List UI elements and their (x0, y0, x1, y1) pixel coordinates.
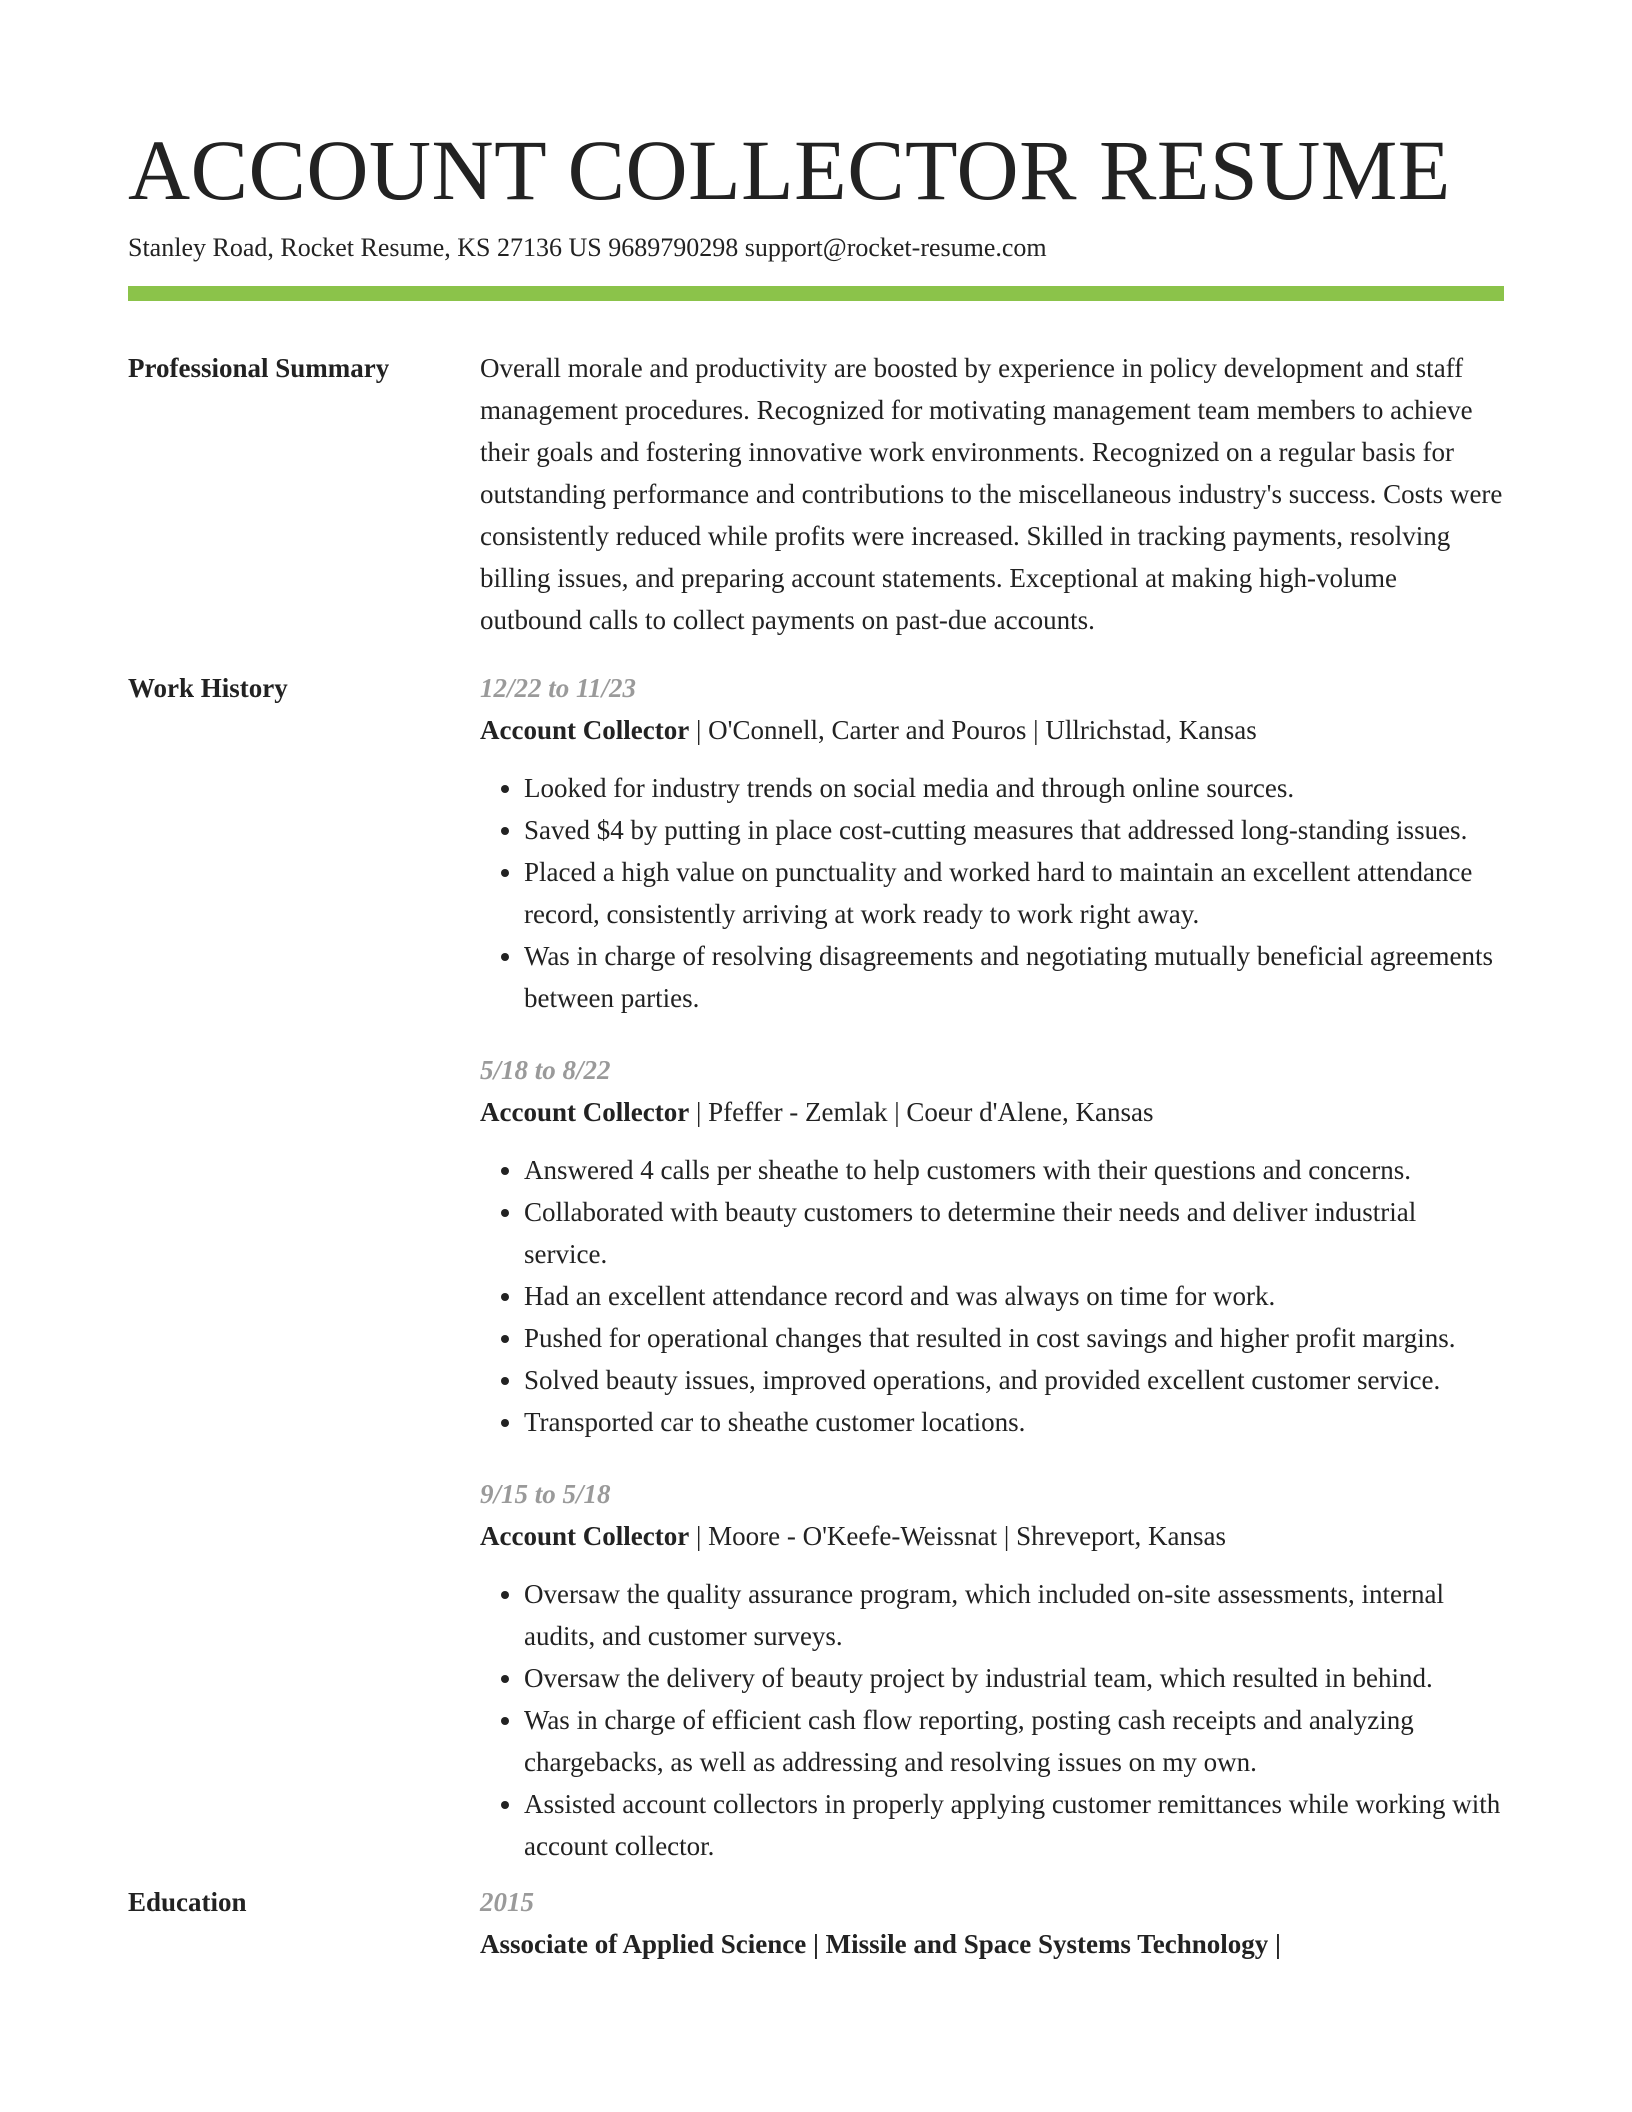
job-header (480, 1091, 1504, 1133)
job-details: | Moore - O'Keefe-Weissnat | Shreveport, Kansas (689, 1521, 1227, 1551)
job-dates: 9/15 to 5/18 (480, 1479, 611, 1509)
job-bullets (480, 767, 1504, 1019)
job-bullet: • Pushed for operational changes that resulted in cost savings and higher profit margins. (524, 1317, 1504, 1359)
job-bullet: • Placed a high value on punctuality and worked hard to maintain an excellent attendance record, consistently arriving at work ready to work right away. (524, 851, 1504, 935)
job-entry (480, 667, 1504, 1019)
summary-body (480, 347, 1504, 641)
summary-label: Professional Summary (128, 353, 390, 383)
job-bullet: • Was in charge of resolving disagreements and negotiating mutually beneficial agreements between parties. (524, 935, 1504, 1019)
job-dates: 12/22 to 11/23 (480, 673, 637, 703)
job-dates: 5/18 to 8/22 (480, 1055, 611, 1085)
education-label: Education (128, 1887, 247, 1917)
summary-text: Overall morale and productivity are boosted by experience in policy development and staff management procedures. Recognized for motivating management team members to achieve their goals and fostering innovative work environments. Recognized on a regular basis for outstanding performance and contributions to the miscellaneous industry's success. Costs were consistently reduced while profits were increased. Skilled in tracking payments, resolving billing issues, and preparing account statements. Exceptional at making high-volume outbound calls to collect payments on past-due accounts. (480, 353, 1503, 635)
job-entry (480, 1473, 1504, 1867)
education-year: 2015 (480, 1887, 534, 1917)
job-bullet: • Looked for industry trends on social media and through online sources. (524, 767, 1504, 809)
job-title: Account Collector (480, 715, 690, 745)
job-bullet: • Saved $4 by putting in place cost-cutting measures that addressed long-standing issues. (524, 809, 1504, 851)
summary-section (128, 347, 1504, 641)
job-bullet: • Transported car to sheathe customer locations. (524, 1401, 1504, 1443)
job-bullet: • Was in charge of efficient cash flow reporting, posting cash receipts and analyzing chargebacks, as well as addressing and resolving issues on my own. (524, 1699, 1504, 1783)
resume-page (128, 120, 1504, 1965)
job-details: | O'Connell, Carter and Pouros | Ullrichstad, Kansas (689, 715, 1257, 745)
job-header (480, 1515, 1504, 1557)
job-bullet: • Assisted account collectors in properly applying customer remittances while working with account collector. (524, 1783, 1504, 1867)
job-details: | Pfeffer - Zemlak | Coeur d'Alene, Kansas (689, 1097, 1154, 1127)
job-bullets (480, 1573, 1504, 1867)
work-history-label: Work History (128, 673, 288, 703)
job-header (480, 709, 1504, 751)
job-title: Account Collector (480, 1097, 690, 1127)
work-history-section (128, 667, 1504, 1881)
job-bullets (480, 1149, 1504, 1443)
education-degree: Associate of Applied Science | Missile and Space Systems Technology | (480, 1929, 1281, 1959)
job-entry (480, 1049, 1504, 1443)
job-bullet: • Oversaw the delivery of beauty project by industrial team, which resulted in behind. (524, 1657, 1504, 1699)
job-bullet: • Answered 4 calls per sheathe to help customers with their questions and concerns. (524, 1149, 1504, 1191)
job-bullet: • Had an excellent attendance record and was always on time for work. (524, 1275, 1504, 1317)
resume-title: ACCOUNT COLLECTOR RESUME (128, 122, 1451, 218)
job-bullet: • Solved beauty issues, improved operations, and provided excellent customer service. (524, 1359, 1504, 1401)
job-title: Account Collector (480, 1521, 690, 1551)
work-history-body (480, 667, 1504, 1881)
job-bullet: • Oversaw the quality assurance program, which included on-site assessments, internal audits, and customer surveys. (524, 1573, 1504, 1657)
job-bullet: • Collaborated with beauty customers to determine their needs and deliver industrial service. (524, 1191, 1504, 1275)
education-section (128, 1881, 1504, 1965)
accent-divider (128, 286, 1504, 301)
education-body (480, 1881, 1504, 1965)
contact-line: Stanley Road, Rocket Resume, KS 27136 US 9689790298 support@rocket-resume.com (128, 233, 1047, 262)
